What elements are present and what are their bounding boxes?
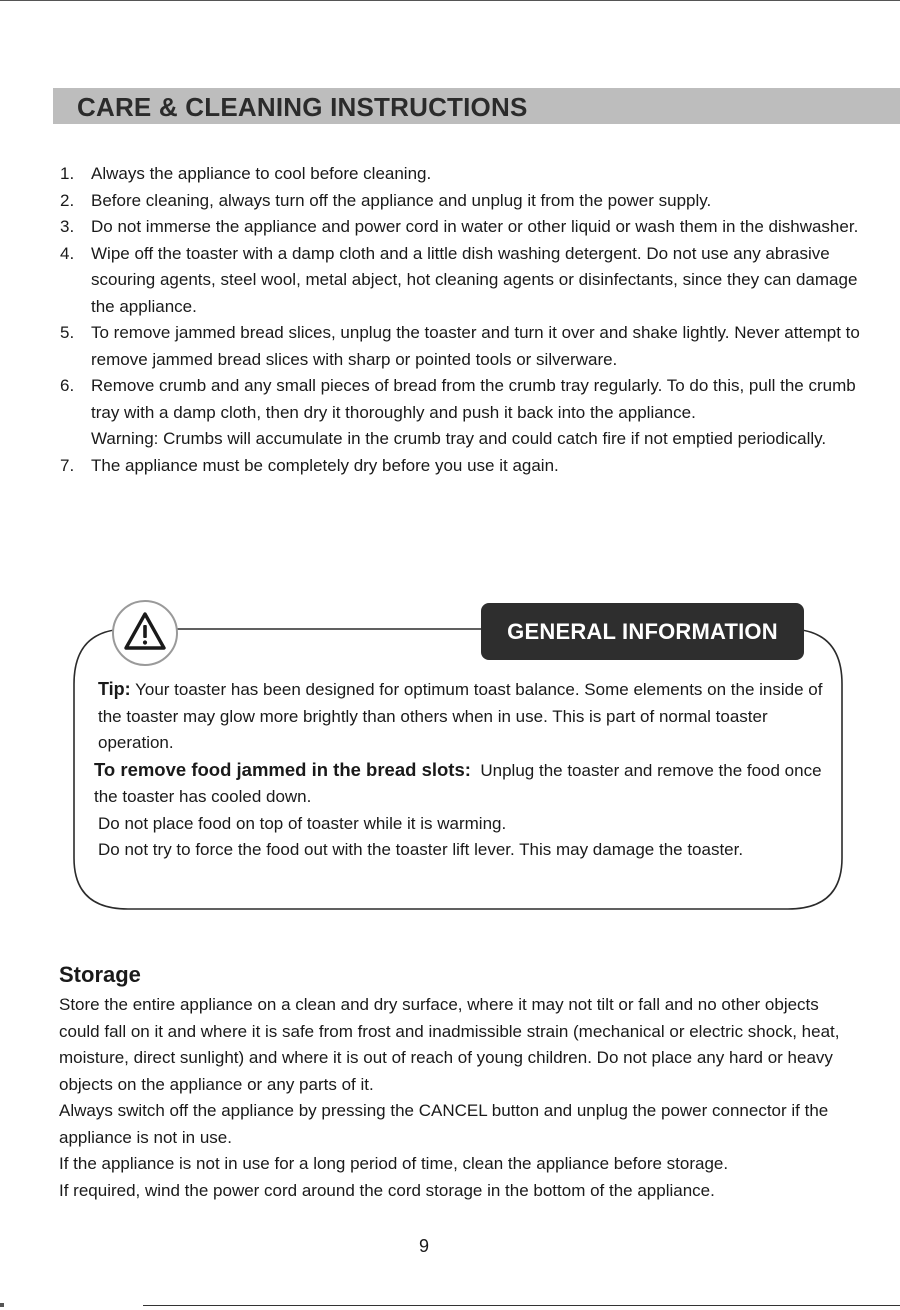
instruction-item xyxy=(60,214,860,241)
instruction-item xyxy=(60,453,860,480)
page-number: 9 xyxy=(418,1236,429,1256)
lift-lever-note: Do not try to force the food out with the toaster lift lever. This may damage the toaster. xyxy=(98,840,744,859)
warning-triangle-icon xyxy=(123,610,167,654)
storage-paragraph: If required, wind the power cord around the cord storage in the bottom of the appliance. xyxy=(59,1180,715,1200)
general-info-title: GENERAL INFORMATION xyxy=(507,618,778,644)
item-text: Always the appliance to cool before cleaning. xyxy=(91,164,432,183)
warming-note: Do not place food on top of toaster while it is warming. xyxy=(98,813,507,833)
warning-badge xyxy=(112,600,178,666)
top-rule xyxy=(0,0,900,1)
storage-paragraph: If the appliance is not in use for a long period of time, clean the appliance before storage. xyxy=(59,1154,729,1173)
instruction-list xyxy=(60,161,860,479)
storage-paragraph: Store the entire appliance on a clean and dry surface, where it may not tilt or fall and no other objects could fall on it and where it is safe from frost and inadmissible strain (mechanical or electric shock, heat, moisture, direct sunlight) and where it is out of reach of young children. Do not place any hard or heavy objects on the appliance or any parts of it. xyxy=(59,995,840,1094)
crumb-warning: Warning: Crumbs will accumulate in the crumb tray and could catch fire if not emptied periodically. xyxy=(91,429,827,448)
item-text: To remove jammed bread slices, unplug the toaster and turn it over and shake lightly. Never attempt to remove jammed bread slices with sharp or pointed tools or silverware. xyxy=(91,323,860,369)
item-number: 7. xyxy=(60,455,75,475)
item-number: 4. xyxy=(60,243,75,263)
item-number: 5. xyxy=(60,323,75,342)
jam-label: To remove food jammed in the bread slots: xyxy=(94,758,471,780)
item-number: 2. xyxy=(60,190,75,210)
item-text: Do not immerse the appliance and power cord in water or other liquid or wash them in the dishwasher. xyxy=(91,217,859,236)
instruction-item xyxy=(60,241,860,321)
bottom-rule xyxy=(143,1305,900,1306)
tip-paragraph xyxy=(98,676,828,757)
tip-text: Your toaster has been designed for optimum toast balance. Some elements on the inside of the toaster may glow more brightly than others when in use. This is part of normal toaster operation. xyxy=(98,680,823,752)
jam-text: Unplug the toaster and remove the food once the toaster has cooled down. xyxy=(94,760,822,806)
section-header xyxy=(53,88,900,124)
storage-paragraph: Always switch off the appliance by pressing the CANCEL button and unplug the power connector if the appliance is not in use. xyxy=(59,1101,829,1147)
item-text: Before cleaning, always turn off the appliance and unplug it from the power supply. xyxy=(91,190,712,210)
instruction-item xyxy=(60,161,860,188)
general-info-body xyxy=(94,676,828,864)
page-title: CARE & CLEANING INSTRUCTIONS xyxy=(77,92,528,122)
storage-heading: Storage xyxy=(59,962,141,987)
item-number: 6. xyxy=(60,376,75,395)
tip-label: Tip: xyxy=(98,679,131,699)
instruction-item xyxy=(60,373,860,453)
corner-mark xyxy=(0,1303,4,1307)
instruction-item xyxy=(60,320,860,373)
instruction-item xyxy=(60,188,860,215)
item-text: Remove crumb and any small pieces of bread from the crumb tray regularly. To do this, pull the crumb tray with a damp cloth, then dry it thoroughly and push it back into the appliance. xyxy=(91,376,856,422)
item-text: Wipe off the toaster with a damp cloth and a little dish washing detergent. Do not use any abrasive scouring agents, steel wool, metal abject, hot cleaning agents or disinfectants, since they can damage the appliance. xyxy=(91,243,858,316)
jam-paragraph xyxy=(94,757,828,811)
item-number: 3. xyxy=(60,217,75,236)
general-info-heading xyxy=(481,603,804,660)
item-number: 1. xyxy=(60,164,75,183)
item-text: The appliance must be completely dry before you use it again. xyxy=(91,455,559,475)
storage-body xyxy=(59,992,859,1204)
